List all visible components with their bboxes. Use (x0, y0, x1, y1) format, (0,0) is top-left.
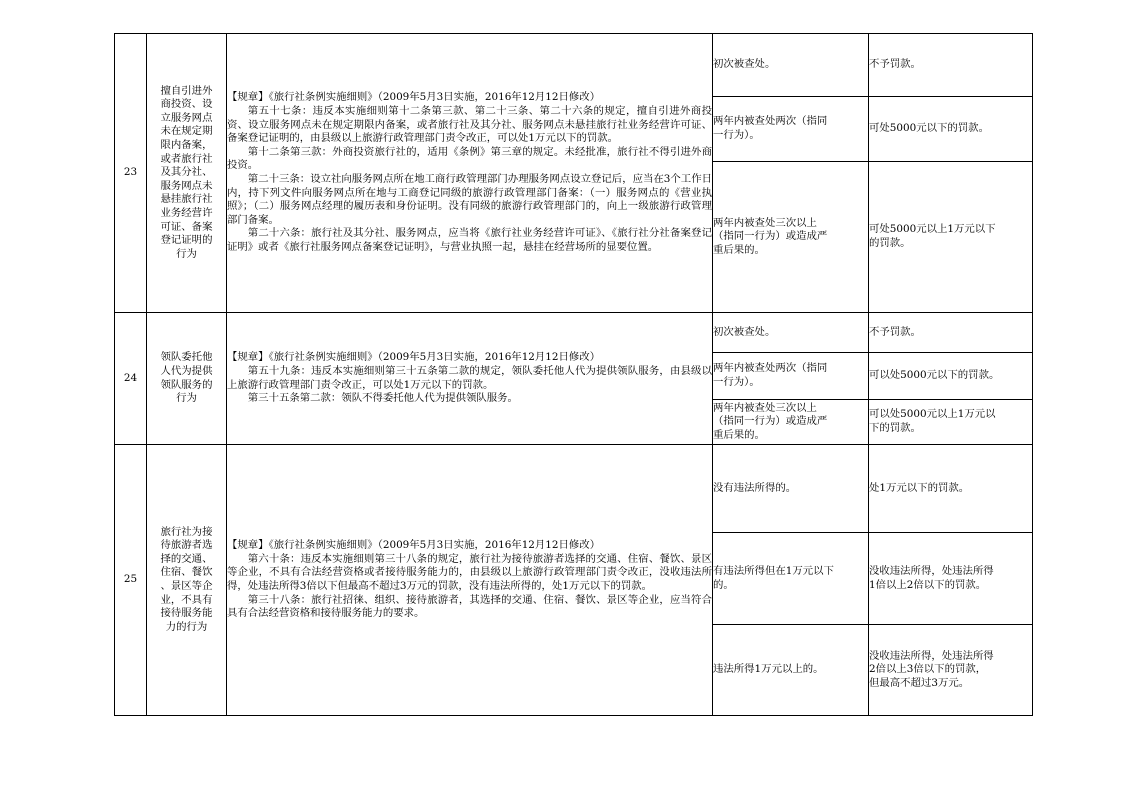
table-row (115, 445, 1033, 533)
table-row (115, 313, 1033, 353)
table-row (115, 34, 1033, 97)
row-number: 23 (115, 34, 147, 313)
penalty-cell: 处1万元以下的罚款。 (869, 445, 1033, 533)
penalty-cell: 不予罚款。 (869, 313, 1033, 353)
circumstance-cell: 有违法所得但在1万元以下 的。 (713, 533, 869, 625)
circumstance-cell: 两年内被查处三次以上 （指同一行为）或造成严 重后果的。 (713, 162, 869, 313)
legal-clause: 第三十五条第二款：领队不得委托他人代为提供领队服务。 (247, 392, 518, 405)
penalty-standard-table (114, 33, 1033, 716)
row-number: 24 (115, 313, 147, 445)
legal-basis-title: 【规章】《旅行社条例实施细则》（2009年5月3日实施，2016年12月12日修改） (227, 351, 601, 364)
legal-basis-title: 【规章】《旅行社条例实施细则》（2009年5月3日实施，2016年12月12日修改） (227, 539, 601, 552)
legal-clause: 第三十八条：旅行社招徕、组织、接待旅游者，其选择的交通、住宿、餐饮、景区等企业，应当符合具有合法经营资格和接待服务能力的要求。 (227, 593, 712, 620)
circumstance-cell: 违法所得1万元以上的。 (713, 625, 869, 716)
legal-basis (227, 313, 713, 445)
legal-clause: 第六十条：违反本实施细则第三十八条的规定，旅行社为接待旅游者选择的交通、住宿、餐饮、景区等企业，不具有合法经营资格或者接待服务能力的，由县级以上旅游行政管理部门责令改正，没收违法所得，处违法所得3倍以下但最高不超过3万元的罚款，没有违法所得的，处1万元以下的罚款。 (227, 552, 712, 592)
violation-behavior: 擅自引进外 商投资、设 立服务网点 未在规定期 限内备案， 或者旅行社 及其分社、 服务网点未 悬挂旅行社 业务经营许 可证、备案 登记证明的 行为 (147, 34, 227, 313)
penalty-cell: 可以处5000元以上1万元以 下的罚款。 (869, 400, 1033, 445)
violation-behavior: 旅行社为接 待旅游者选 择的交通、 住宿、餐饮 、景区等企 业，不具有 接待服务能 力的行为 (147, 445, 227, 716)
row-number: 25 (115, 445, 147, 716)
legal-clause: 第十二条第三款：外商投资旅行社的，适用《条例》第三章的规定。未经批准，旅行社不得引进外商投资。 (227, 145, 712, 172)
violation-behavior: 领队委托他 人代为提供 领队服务的 行为 (147, 313, 227, 445)
legal-basis (227, 34, 713, 313)
penalty-cell: 可处5000元以上1万元以下 的罚款。 (869, 162, 1033, 313)
penalty-cell: 可以处5000元以下的罚款。 (869, 353, 1033, 400)
circumstance-cell: 两年内被查处两次（指同 一行为）。 (713, 97, 869, 162)
penalty-cell: 可处5000元以下的罚款。 (869, 97, 1033, 162)
legal-basis (227, 445, 713, 716)
circumstance-cell: 两年内被查处三次以上 （指同一行为）或造成严 重后果的。 (713, 400, 869, 445)
penalty-cell: 不予罚款。 (869, 34, 1033, 97)
penalty-cell: 没收违法所得，处违法所得 2倍以上3倍以下的罚款， 但最高不超过3万元。 (869, 625, 1033, 716)
circumstance-cell: 没有违法所得的。 (713, 445, 869, 533)
legal-basis-title: 【规章】《旅行社条例实施细则》（2009年5月3日实施，2016年12月12日修改） (227, 91, 601, 104)
circumstance-cell: 初次被查处。 (713, 34, 869, 97)
circumstance-cell: 初次被查处。 (713, 313, 869, 353)
legal-clause: 第五十九条：违反本实施细则第三十五条第二款的规定，领队委托他人代为提供领队服务，由县级以上旅游行政管理部门责令改正，可以处1万元以下的罚款。 (227, 364, 712, 391)
circumstance-cell: 两年内被查处两次（指同 一行为）。 (713, 353, 869, 400)
legal-clause: 第五十七条：违反本实施细则第十二条第三款、第二十三条、第二十六条的规定，擅自引进外商投资、设立服务网点未在规定期限内备案，或者旅行社及其分社、服务网点未悬挂旅行社业务经营许可证、备案登记证明的，由县级以上旅游行政管理部门责令改正，可以处1万元以下的罚款。 (227, 105, 712, 145)
legal-clause: 第二十三条：设立社向服务网点所在地工商行政管理部门办理服务网点设立登记后，应当在3个工作日内，持下列文件向服务网点所在地与工商登记同级的旅游行政管理部门备案：（一）服务网点的《营业执照》；（二）服务网点经理的履历表和身份证明。没有同级的旅游行政管理部门的，向上一级旅游行政管理部门备案。 (227, 173, 712, 226)
penalty-cell: 没收违法所得，处违法所得 1倍以上2倍以下的罚款。 (869, 533, 1033, 625)
legal-clause: 第二十六条：旅行社及其分社、服务网点，应当将《旅行社业务经营许可证》、《旅行社分社备案登记证明》或者《旅行社服务网点备案登记证明》，与营业执照一起，悬挂在经营场所的显要位置。 (227, 227, 712, 253)
